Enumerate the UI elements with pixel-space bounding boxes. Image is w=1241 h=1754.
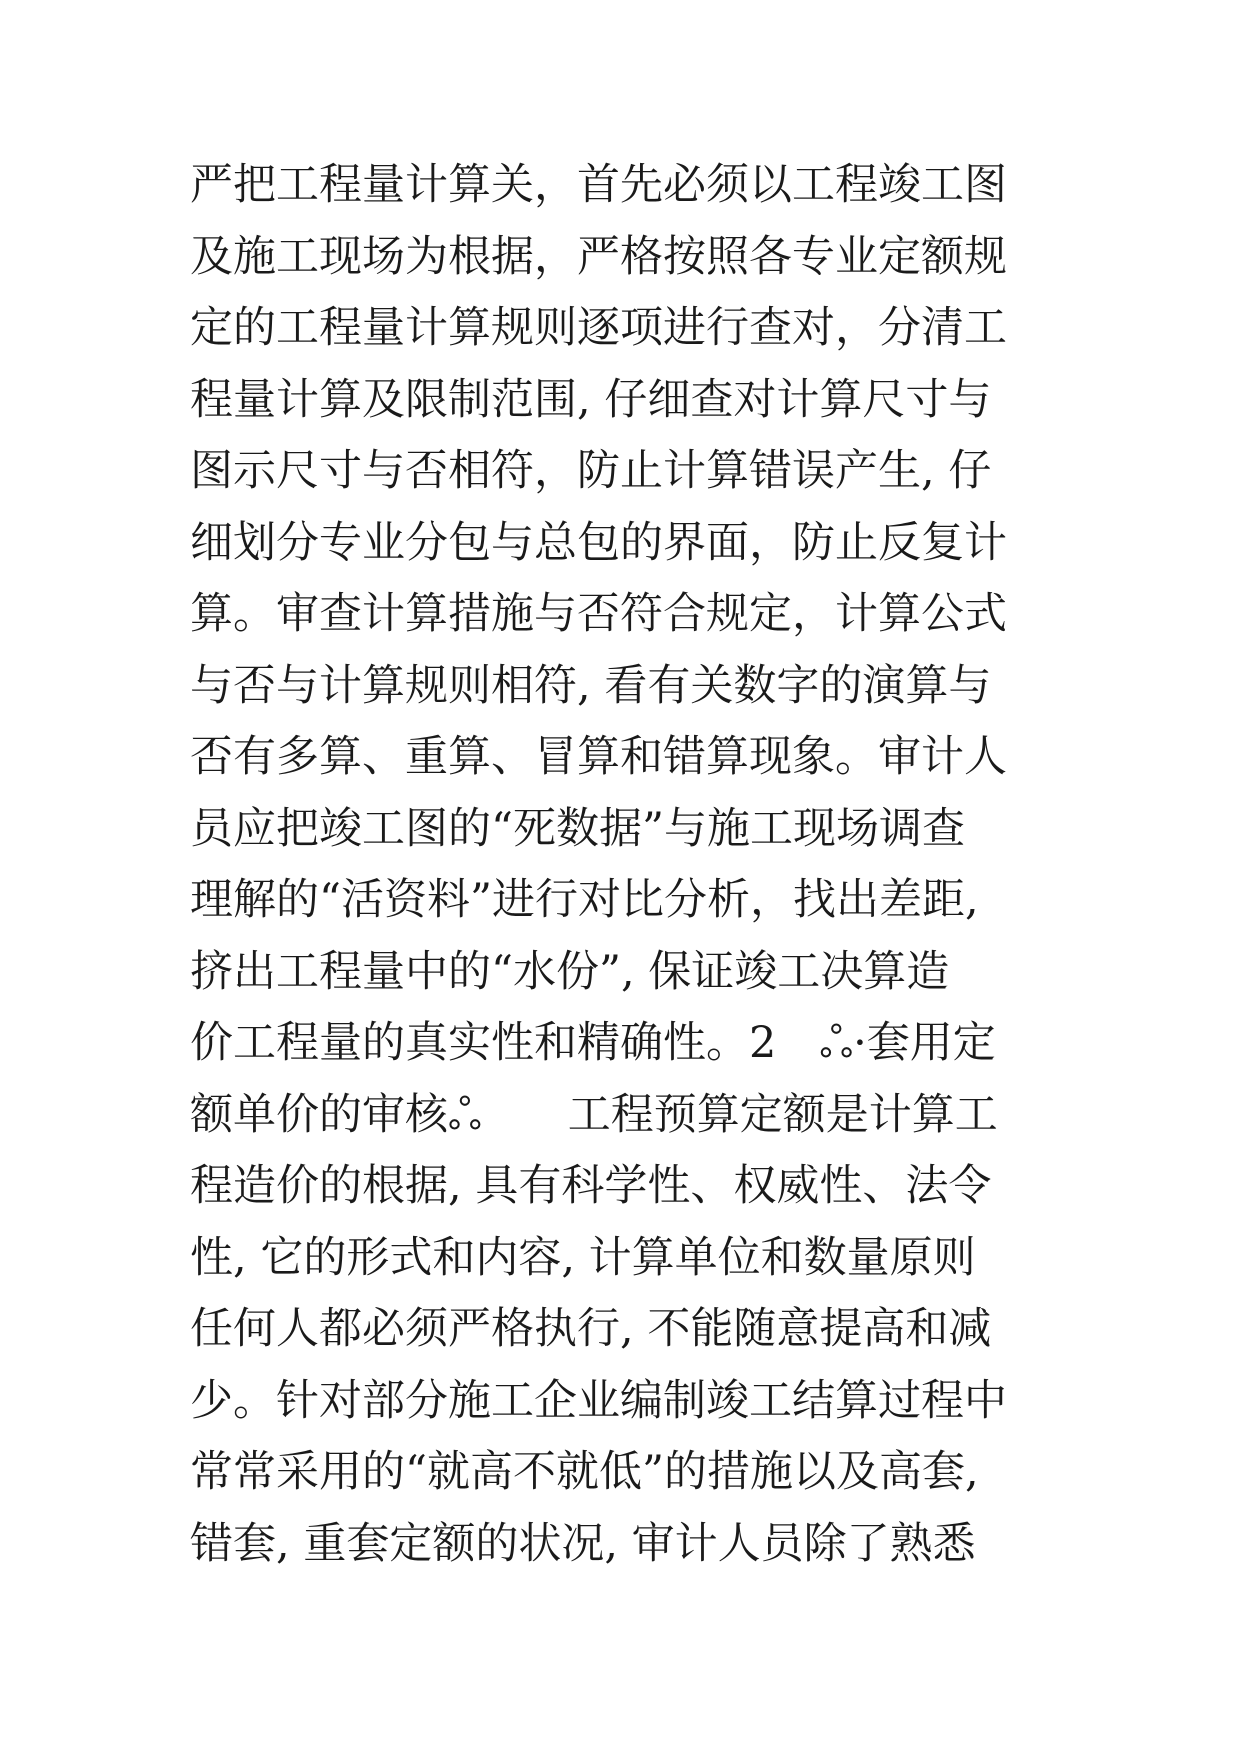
text-line: 常常采用的“就高不就低”的措施以及高套,	[190, 1447, 979, 1497]
text-line: 严把工程量计算关，首先必须以工程竣工图	[190, 160, 1007, 210]
text-line: 价工程量的真实性和精确性。2 ஃ·套用定	[190, 1018, 996, 1068]
text-line: 任何人都必须严格执行, 不能随意提高和减	[190, 1304, 992, 1354]
text-line: 少。针对部分施工企业编制竣工结算过程中	[190, 1375, 1007, 1426]
text-line: 细划分专业分包与总包的界面，防止反复计	[190, 517, 1007, 568]
text-line: 否有多算、重算、冒算和错算现象。审计人	[190, 732, 1007, 782]
text-line: 及施工现场为根据，严格按照各专业定额规	[190, 231, 1007, 282]
text-line: 额单价的审核ஃ 工程预算定额是计算工	[190, 1089, 998, 1140]
text-line: 理解的“活资料”进行对比分析，找出差距,	[190, 875, 979, 925]
text-line: 图示尺寸与否相符，防止计算错误产生, 仔	[190, 446, 992, 496]
text-line: 与否与计算规则相符, 看有关数字的演算与	[190, 660, 992, 711]
text-line: 定的工程量计算规则逐项进行查对，分清工	[190, 303, 1007, 353]
text-line: 错套, 重套定额的状况, 审计人员除了熟悉	[190, 1518, 976, 1569]
text-line: 员应把竣工图的“死数据”与施工现场调查	[190, 803, 965, 854]
text-line: 挤出工程量中的“水份”, 保证竣工决算造	[190, 946, 950, 997]
text-line: 性, 它的形式和内容, 计算单位和数量原则	[190, 1232, 976, 1283]
text-line: 算。审查计算措施与否符合规定，计算公式	[190, 589, 1007, 639]
text-line: 程量计算及限制范围, 仔细查对计算尺寸与	[190, 374, 992, 425]
text-line: 程造价的根据, 具有科学性、权威性、法令	[190, 1161, 992, 1211]
body-text	[190, 150, 1070, 1580]
